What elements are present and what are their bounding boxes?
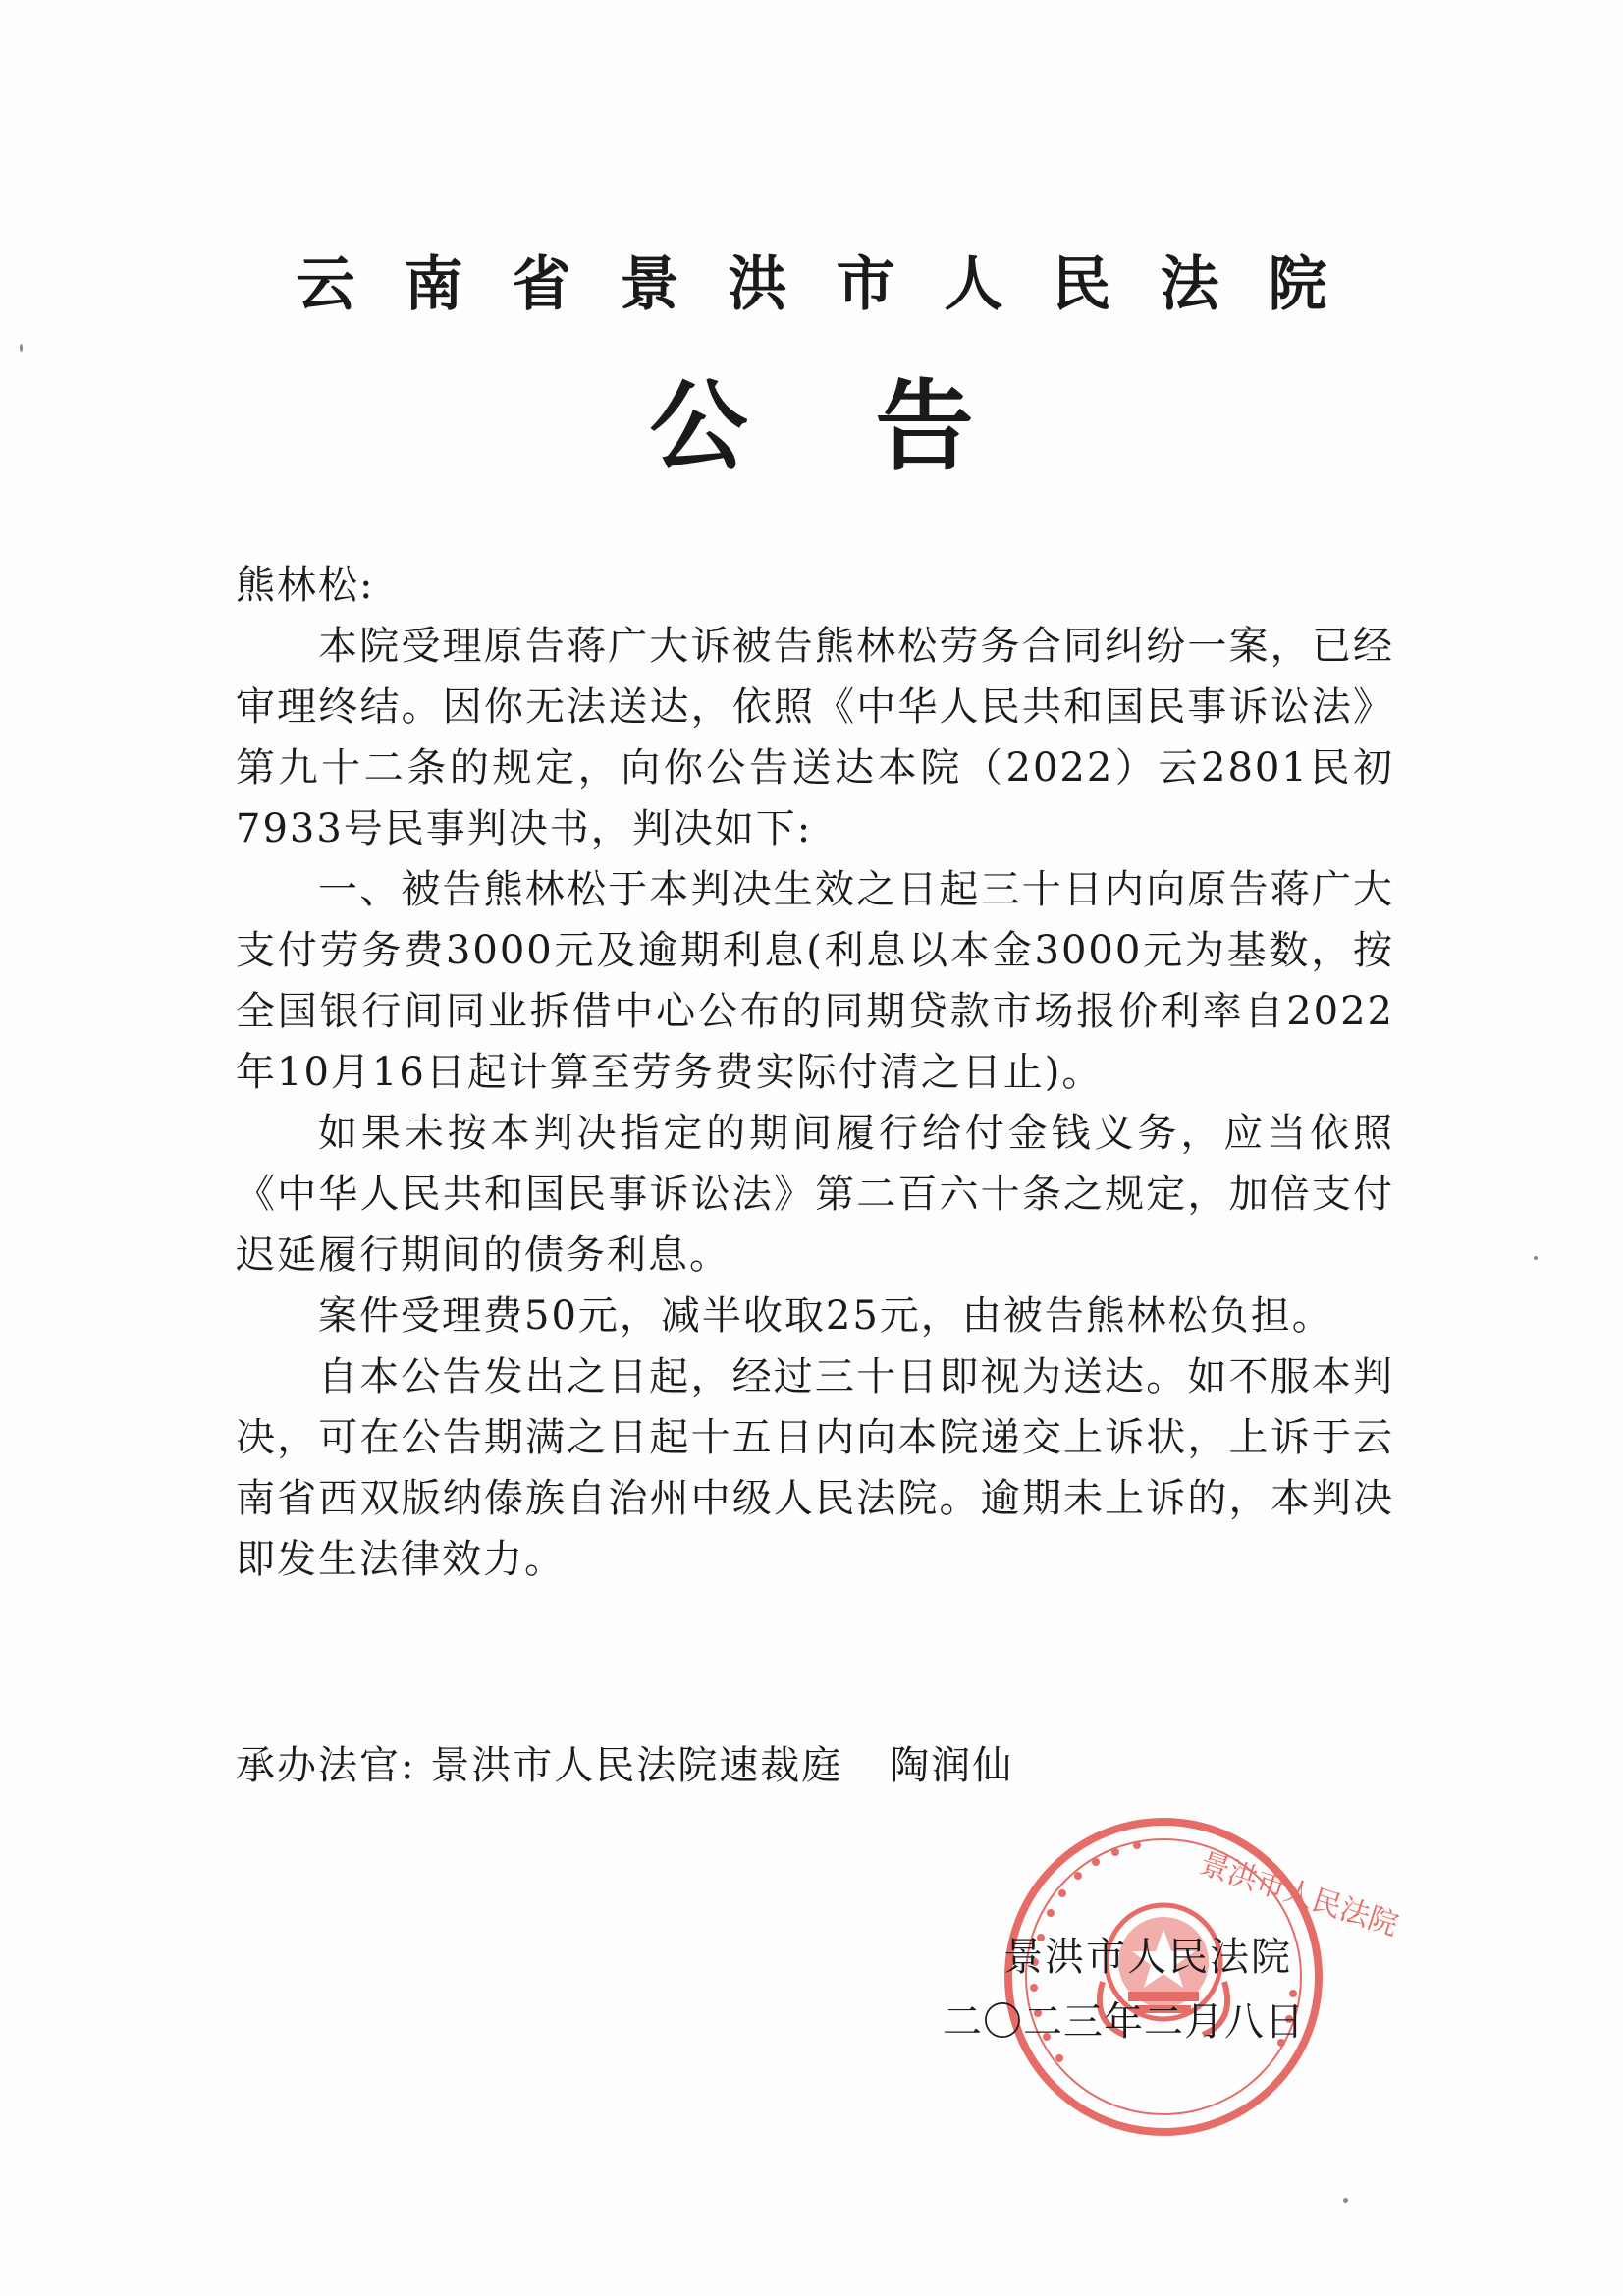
judge-name: 陶润仙 [890,1743,1014,1788]
scan-speck [20,344,23,352]
seal-ring-text: 景洪市人民法院 [1195,1846,1403,1943]
issue-date: 二〇二三年二月八日 [943,1999,1305,2045]
signature-block [943,1925,1355,2054]
judge-division: 景洪市人民法院速裁庭 [430,1743,843,1788]
judge-label: 承办法官: [236,1743,416,1788]
paragraph-case-intro: 本院受理原告蒋广大诉被告熊林松劳务合同纠纷一案，已经审理终结。因你无法送达，依照《中华人民共和国民事诉讼法》第九十二条的规定，向你公告送达本院（2022）云2801民初7933号民事判决书，判决如下: [236,624,1394,851]
scan-speck [1343,2198,1348,2203]
paragraph-appeal-notice: 自本公告发出之日起，经过三十日即视为送达。如不服本判决，可在公告期满之日起十五日内向本院递交上诉状，上诉于云南省西双版纳傣族自治州中级人民法院。逾期未上诉的，本判决即发生法律效力。 [236,1354,1394,1582]
paragraph-case-fee: 案件受理费50元，减半收取25元，由被告熊林松负担。 [318,1293,1333,1339]
court-title: 云南省景洪市人民法院 [296,250,1377,319]
signing-court: 景洪市人民法院 [1003,1935,1292,1980]
presiding-judge-line [236,1735,1414,1796]
paragraph-late-performance: 如果未按本判决指定的期间履行给付金钱义务，应当依照《中华人民共和国民事诉讼法》第二百六十条之规定，加倍支付迟延履行期间的债务利息。 [236,1111,1394,1278]
notice-title: 公告 [649,369,1102,484]
paragraph-judgment-item-1: 一、被告熊林松于本判决生效之日起三十日内向原告蒋广大支付劳务费3000元及逾期利息(利息以本金3000元为基数，按全国银行间同业拆借中心公布的同期贷款市场报价利率自2022年10月16日起计算至劳务费实际付清之日止)。 [236,867,1394,1095]
notice-body [236,555,1394,1590]
scan-speck [1534,1256,1538,1260]
addressee: 熊林松: [236,563,375,608]
